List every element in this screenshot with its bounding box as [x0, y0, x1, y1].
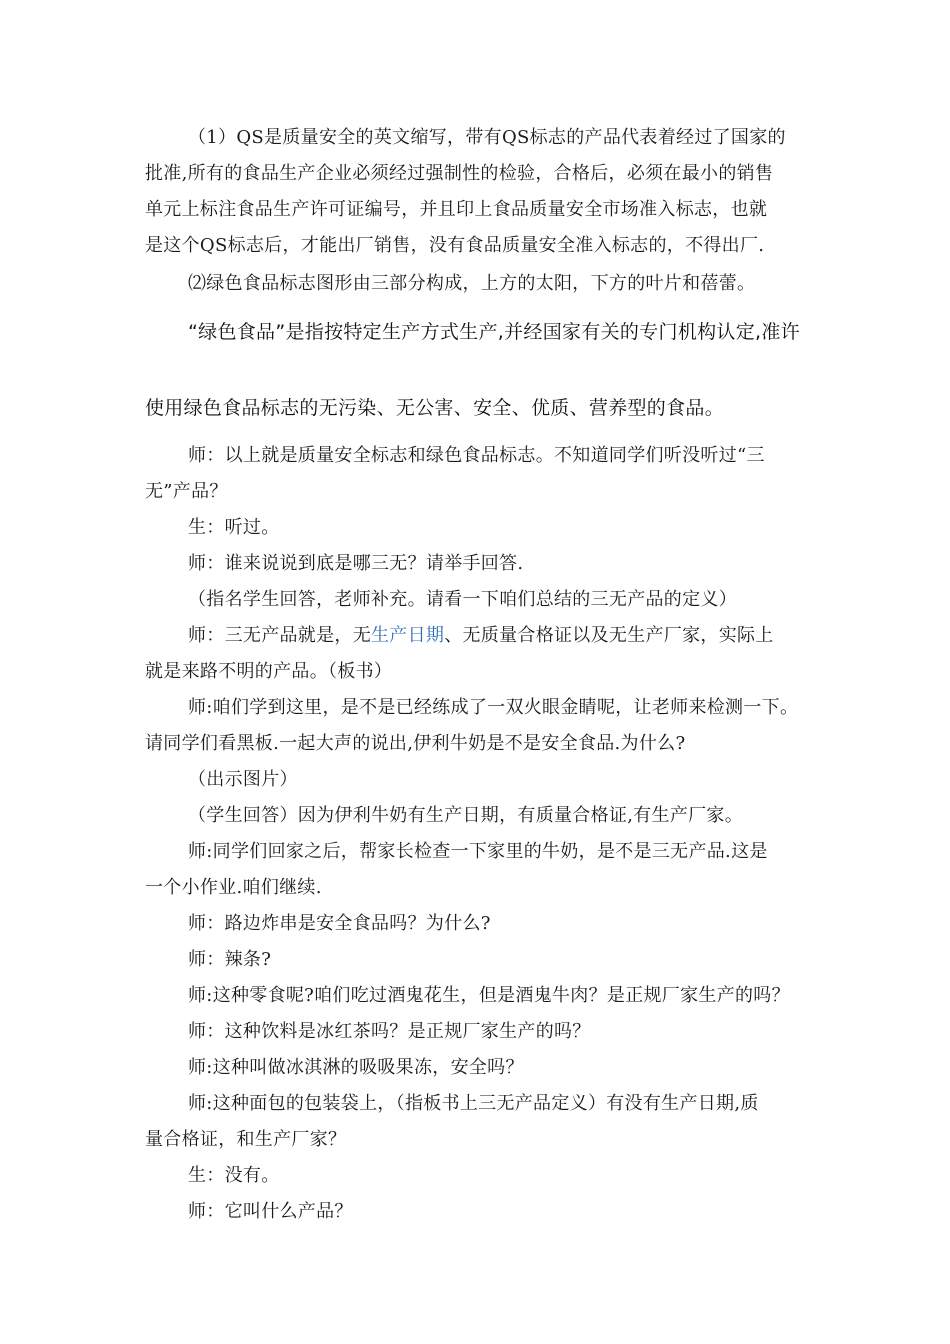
green-food-paragraph: ⑵绿色食品标志图形由三部分构成，上方的太阳，下方的叶片和蓓蕾。: [188, 273, 756, 294]
teacher-line-check-1: 师:咱们学到这里，是不是已经练成了一双火眼金睛呢，让老师来检测一下。: [188, 697, 799, 718]
stage-direction-picture: （出示图片）: [188, 769, 298, 790]
student-line-heard: 生：听过。: [188, 517, 280, 538]
teacher-line-latiao: 师：辣条?: [188, 949, 272, 970]
teacher-line-skewers: 师：路边炸串是安全食品吗？为什么?: [188, 913, 491, 934]
student-answer-yili: （学生回答）因为伊利牛奶有生产日期，有质量合格证,有生产厂家。: [188, 805, 744, 826]
teacher-line-check-2: 请同学们看黑板.一起大声的说出,伊利牛奶是不是安全食品.为什么?: [145, 733, 686, 754]
teacher-line-jelly: 师:这种叫做冰淇淋的吸吸果冻，安全吗？: [188, 1057, 524, 1078]
teacher-line-homework-1: 师:同学们回家之后，帮家长检查一下家里的牛奶，是不是三无产品.这是: [188, 841, 768, 862]
student-line-no: 生：没有。: [188, 1165, 280, 1186]
teacher-line-drink: 师：这种饮料是冰红茶吗？是正规厂家生产的吗？: [188, 1021, 591, 1042]
stage-direction-answer: （指名学生回答，老师补充。请看一下咱们总结的三无产品的定义）: [188, 589, 737, 610]
qs-paragraph-line-2: 批准,所有的食品生产企业必须经过强制性的检验，合格后，必须在最小的销售: [145, 163, 774, 184]
definition-line-2: 就是来路不明的产品。（板书）: [145, 661, 393, 682]
teacher-line-ask: 师：谁来说说到底是哪三无？请举手回答.: [188, 553, 524, 574]
qs-paragraph-line-3: 单元上标注食品生产许可证编号，并且印上食品质量安全市场准入标志，也就: [145, 199, 768, 220]
teacher-line-intro-1: 师：以上就是质量安全标志和绿色食品标志。不知道同学们听没听过“三: [188, 445, 765, 466]
green-food-definition-line-2: 使用绿色食品标志的无污染、无公害、安全、优质、营养型的食品。: [145, 397, 725, 419]
teacher-line-bread-2: 量合格证，和生产厂家？: [145, 1129, 347, 1150]
green-food-definition-line-1: “绿色食品”是指按特定生产方式生产,并经国家有关的专门机构认定,准许: [188, 321, 800, 343]
teacher-line-bread-1: 师:这种面包的包装袋上，（指板书上三无产品定义）有没有生产日期,质: [188, 1093, 759, 1114]
production-date-link[interactable]: 生产日期: [371, 625, 445, 646]
teacher-line-product-name: 师：它叫什么产品？: [188, 1201, 353, 1222]
definition-after: 、无质量合格证以及无生产厂家，实际上: [444, 625, 774, 646]
qs-paragraph-line-4: 是这个QS标志后，才能出厂销售，没有食品质量安全准入标志的，不得出厂.: [145, 235, 765, 256]
definition-line: [188, 624, 774, 648]
teacher-line-homework-2: 一个小作业.咱们继续.: [145, 877, 322, 898]
teacher-line-intro-2: 无”产品？: [145, 481, 228, 502]
definition-before: 师：三无产品就是，无: [188, 625, 371, 646]
qs-paragraph-line-1: （1）QS是质量安全的英文缩写，带有QS标志的产品代表着经过了国家的: [188, 127, 786, 148]
teacher-line-snack: 师:这种零食呢?咱们吃过酒鬼花生，但是酒鬼牛肉？是正规厂家生产的吗？: [188, 985, 790, 1006]
